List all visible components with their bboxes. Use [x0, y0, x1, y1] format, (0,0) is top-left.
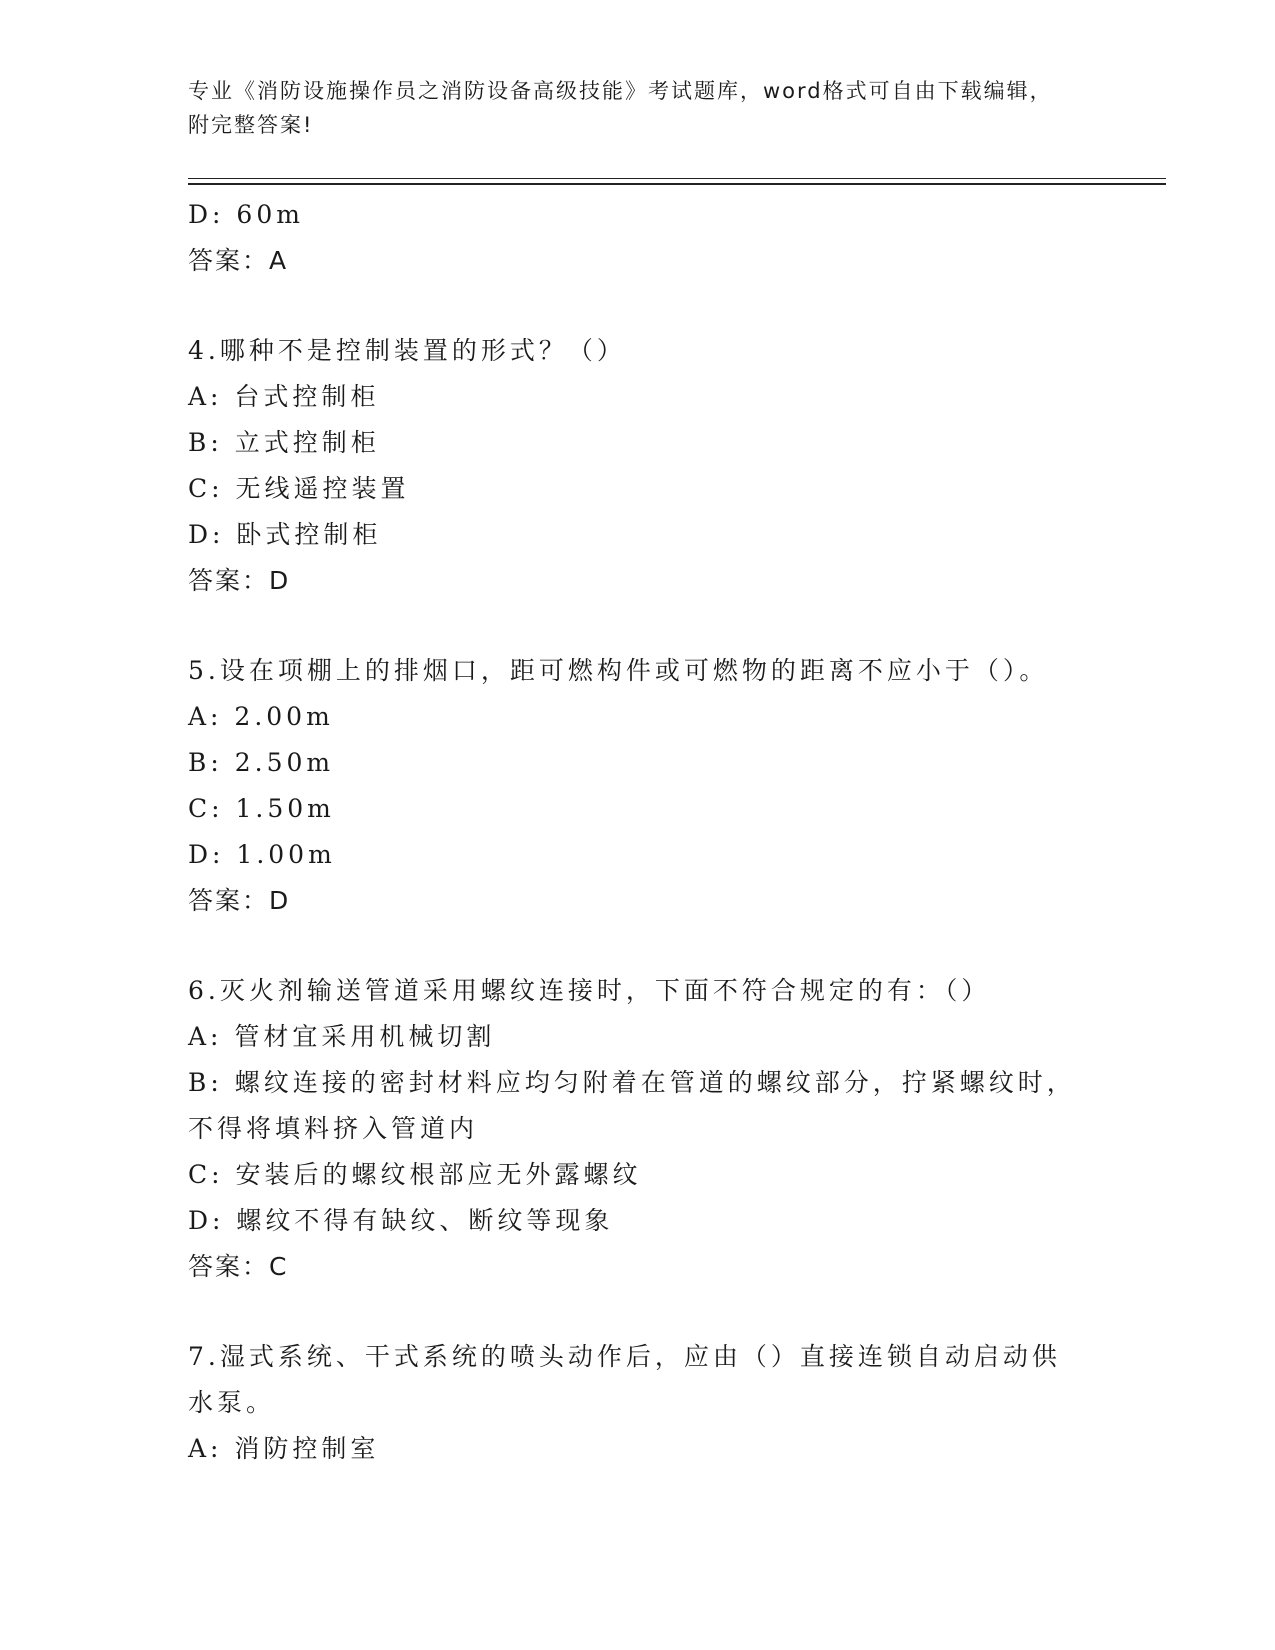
option-b: B: 螺纹连接的密封材料应均匀附着在管道的螺纹部分，拧紧螺纹时，不得将填料挤入管道内 — [188, 1068, 1076, 1143]
question-stem: 5.设在项棚上的排烟口，距可燃构件或可燃物的距离不应小于（）。 — [188, 656, 1049, 685]
question-stem: 4.哪种不是控制装置的形式？（） — [188, 336, 626, 365]
option-d: D: 螺纹不得有缺纹、断纹等现象 — [188, 1206, 614, 1235]
option-d: D: 60m — [188, 200, 304, 229]
header-rule-thin — [188, 178, 1166, 179]
option-a: A: 台式控制柜 — [188, 382, 380, 411]
question-stem: 7.湿式系统、干式系统的喷头动作后，应由（）直接连锁自动启动供水泵。 — [188, 1342, 1061, 1417]
answer: 答案：D — [188, 566, 291, 595]
option-b: B: 2.50m — [188, 748, 335, 777]
option-c: C: 安装后的螺纹根部应无外露螺纹 — [188, 1160, 642, 1189]
answer: 答案：C — [188, 1252, 289, 1281]
answer: 答案：D — [188, 886, 291, 915]
header-rule-thick — [188, 183, 1166, 185]
option-b: B: 立式控制柜 — [188, 428, 380, 457]
option-c: C: 无线遥控装置 — [188, 474, 410, 503]
option-d: D: 1.00m — [188, 840, 336, 869]
question-list — [188, 192, 1078, 1472]
option-a: A: 管材宜采用机械切割 — [188, 1022, 496, 1051]
option-a: A: 2.00m — [188, 702, 334, 731]
question-stem: 6.灭火剂输送管道采用螺纹连接时，下面不符合规定的有：（） — [188, 976, 991, 1005]
option-d: D: 卧式控制柜 — [188, 520, 382, 549]
document-header: 专业《消防设施操作员之消防设备高级技能》考试题库，word格式可自由下载编辑，附完整答案! — [188, 79, 1053, 137]
option-a: A: 消防控制室 — [188, 1434, 380, 1463]
answer: 答案：A — [188, 246, 289, 275]
option-c: C: 1.50m — [188, 794, 335, 823]
